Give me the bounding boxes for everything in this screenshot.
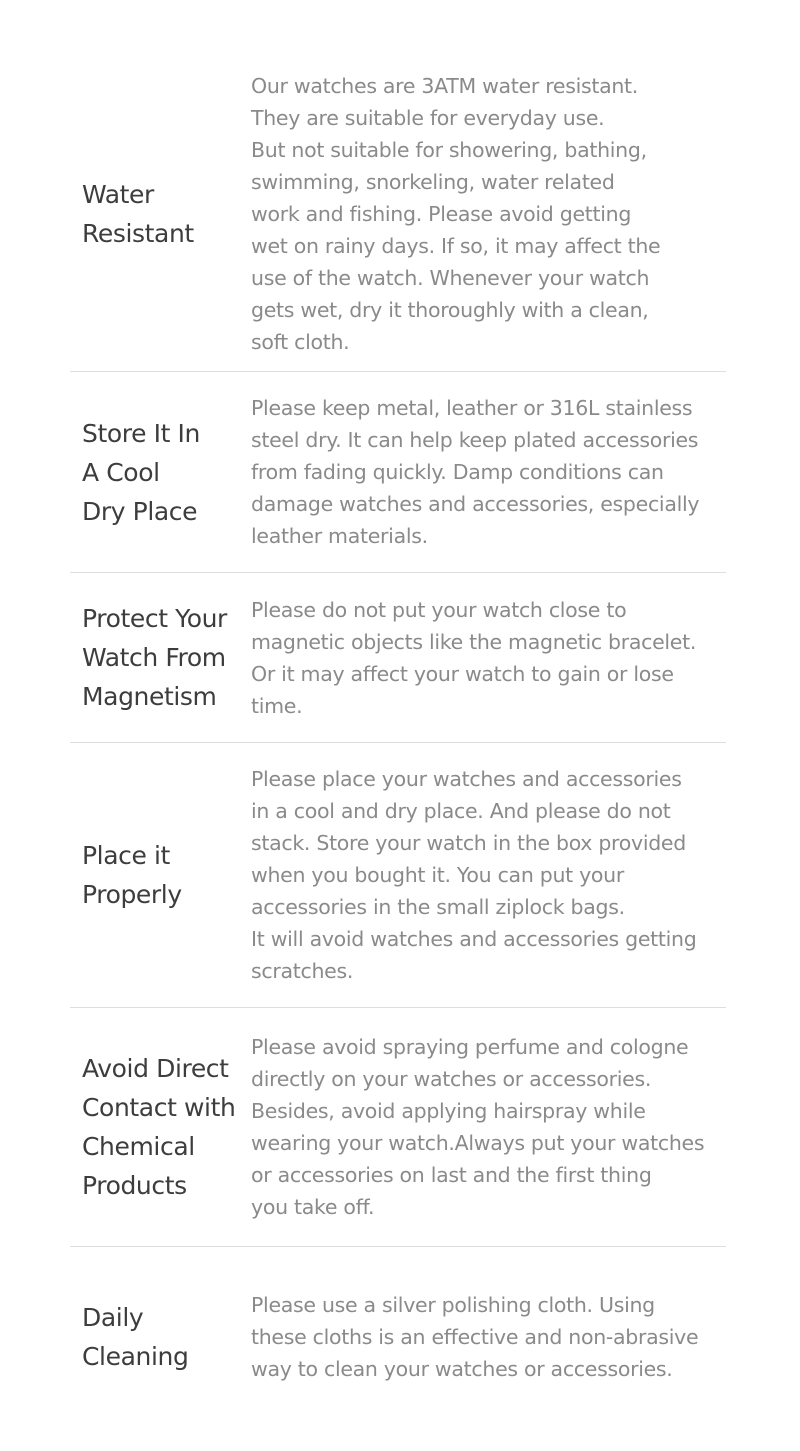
care-row-place-properly bbox=[70, 743, 726, 1008]
care-row-description: Please do not put your watch close to magnetic objects like the magnetic bracelet. Or it may affect your watch to gain or lose time. bbox=[251, 597, 697, 718]
care-row-title: Daily Cleaning bbox=[82, 1303, 189, 1371]
care-row-description: Please avoid spraying perfume and cologne directly on your watches or accessories. Besides, avoid applying hairspray while wearing your watch.Always put your watches or accessories on last and the first thing you take off. bbox=[251, 1035, 705, 1219]
care-row-daily-cleaning bbox=[70, 1247, 726, 1427]
care-row-title: Protect Your Watch From Magnetism bbox=[82, 604, 227, 711]
care-row-title: Water Resistant bbox=[82, 179, 194, 248]
care-row-title: Place it Properly bbox=[82, 841, 182, 909]
care-row-magnetism bbox=[70, 573, 726, 743]
care-row-water-resistant bbox=[70, 56, 726, 372]
care-row-title: Avoid Direct Contact with Chemical Products bbox=[82, 1054, 236, 1200]
care-row-avoid-chemicals bbox=[70, 1008, 726, 1247]
care-row-description: Please place your watches and accessories in a cool and dry place. And please do not stack. Store your watch in the box provided when you bought it. You can put your accessories in the small ziplock bags. It will avoid watches and accessories getting scratches. bbox=[251, 767, 697, 983]
care-row-description: Our watches are 3ATM water resistant. They are suitable for everyday use. But not suitable for showering, bathing, swimming, snorkeling, water related work and fishing. Please avoid getting wet on rainy days. If so, it may affect the use of the watch. Whenever your watch gets wet, dry it thoroughly with a clean, soft cloth. bbox=[251, 73, 661, 354]
care-row-title: Store It In A Cool Dry Place bbox=[82, 418, 200, 526]
care-instructions-table bbox=[70, 56, 726, 1427]
care-row-description: Please keep metal, leather or 316L stainless steel dry. It can help keep plated accessories from fading quickly. Damp conditions can damage watches and accessories, especially leather materials. bbox=[251, 396, 700, 548]
care-row-store-dry-place bbox=[70, 372, 726, 573]
care-row-description: Please use a silver polishing cloth. Using these cloths is an effective and non-abrasive way to clean your watches or accessories. bbox=[251, 1293, 699, 1381]
